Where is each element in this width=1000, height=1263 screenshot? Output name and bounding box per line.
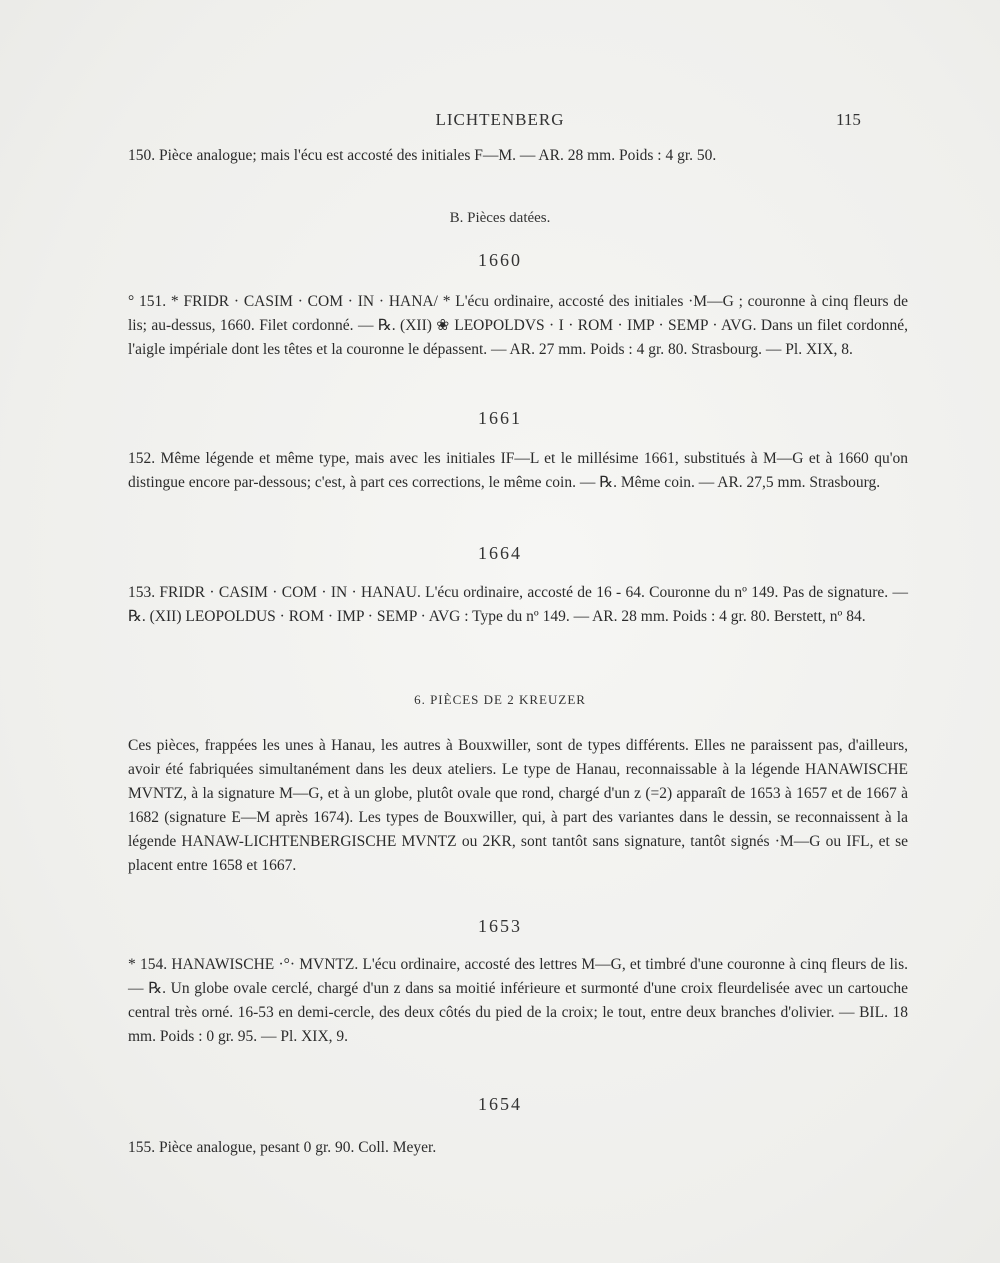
- entry-151: ° 151. * FRIDR · CASIM · COM · IN · HANA/ * L'écu ordinaire, accosté des initiales ·M—G ; couronne à cinq fleurs de lis; au-dessus, 1660. Filet cordonné. — ℞. (XII) ❀ LEOPOLDVS · I · ROM · IMP · SEMP · AVG. Dans un filet cordonné, l'aigle impériale dont les têtes et la couronne le dépassent. — AR. 27 mm. Poids : 4 gr. 80. Strasbourg. — Pl. XIX, 8.: [128, 293, 908, 358]
- year-heading-1654: 1654: [478, 1094, 522, 1114]
- page-number: 115: [836, 110, 861, 129]
- section-heading-2-kreuzer: 6. PIÈCES DE 2 KREUZER: [414, 692, 586, 707]
- entry-152: 152. Même légende et même type, mais avec les initiales IF—L et le millésime 1661, substitués à M—G et à 1660 qu'on distingue encore par-dessous; c'est, à part ces corrections, le même coin. — ℞. Même coin. — AR. 27,5 mm. Strasbourg.: [128, 450, 908, 491]
- year-heading-1664: 1664: [478, 543, 522, 563]
- year-heading-1660: 1660: [478, 250, 522, 270]
- year-heading-1661: 1661: [478, 408, 522, 428]
- entry-150: 150. Pièce analogue; mais l'écu est accosté des initiales F—M. — AR. 28 mm. Poids : 4 gr. 50.: [128, 147, 717, 164]
- entry-154: * 154. HANAWISCHE ·°· MVNTZ. L'écu ordinaire, accosté des lettres M—G, et timbré d'une couronne à cinq fleurs de lis. — ℞. Un globe ovale cerclé, chargé d'un z dans sa moitié inférieure et surmonté d'une croix fleurdelisée avec un cartouche central très orné. 16-53 en demi-cercle, des deux côtés du pied de la croix; le tout, entre deux branches d'olivier. — BIL. 18 mm. Poids : 0 gr. 95. — Pl. XIX, 9.: [128, 956, 908, 1045]
- subheading-dated-pieces: B. Pièces datées.: [449, 210, 551, 226]
- entry-155: 155. Pièce analogue, pesant 0 gr. 90. Coll. Meyer.: [128, 1139, 437, 1156]
- year-heading-1653: 1653: [478, 916, 522, 936]
- running-title: LICHTENBERG: [435, 110, 565, 129]
- entry-153: 153. FRIDR · CASIM · COM · IN · HANAU. L'écu ordinaire, accosté de 16 - 64. Couronne du nº 149. Pas de signature. — ℞. (XII) LEOPOLDUS · ROM · IMP · SEMP · AVG : Type du nº 149. — AR. 28 mm. Poids : 4 gr. 80. Berstett, nº 84.: [128, 584, 908, 625]
- section-intro: Ces pièces, frappées les unes à Hanau, les autres à Bouxwiller, sont de types différents. Elles ne paraissent pas, d'ailleurs, avoir été fabriquées simultanément dans les deux ateliers. Le type de Hanau, reconnaissable à la légende HANAWISCHE MVNTZ, à la signature M—G, et à un globe, plutôt ovale que rond, chargé d'un z (=2) apparaît de 1653 à 1657 et de 1667 à 1682 (signature E—M après 1674). Les types de Bouxwiller, qui, à part des variantes dans le dessin, se reconnaissent à la légende HANAW-LICHTENBERGISCHE MVNTZ ou 2KR, sont tantôt sans signature, tantôt signés ·M—G ou IFL, et se placent entre 1658 et 1667.: [128, 737, 908, 874]
